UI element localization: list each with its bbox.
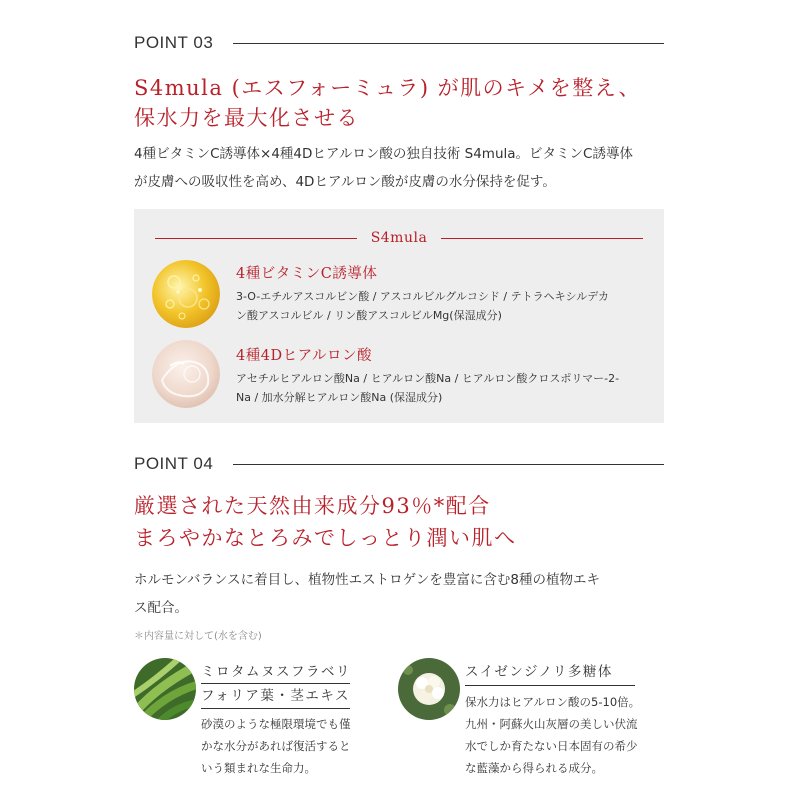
- extract-suizenji-desc-line2: 九州・阿蘇火山灰層の美しい伏流: [465, 717, 638, 731]
- point-04-rule: [233, 464, 664, 465]
- ingredient-vitamin-c: [236, 262, 656, 325]
- ingredient-hyaluronic-desc-line2: Na / 加水分解ヒアルロン酸Na (保湿成分): [236, 391, 443, 404]
- ingredient-vitamin-c-desc-line1: 3-O-エチルアスコルビン酸 / アスコルビルグルコシド / テトラヘキシルデカ: [236, 290, 610, 303]
- point-04-body-line1: ホルモンバランスに着目し、植物性エストロゲンを豊富に含む8種の植物エキ: [134, 572, 600, 588]
- extract-suizenji-desc-line1: 保水力はヒアルロン酸の5-10倍。: [465, 695, 641, 709]
- ingredient-hyaluronic-name: 4種4Dヒアルロン酸: [236, 348, 372, 364]
- flower-cluster-icon: [398, 658, 460, 720]
- ingredient-vitamin-c-desc: [236, 287, 656, 325]
- extract-suizenji-rule: [465, 685, 635, 686]
- point-04-body-line2: ス配合。: [134, 600, 188, 616]
- point-03-body-line2: が皮膚への吸収性を高め、4Dヒアルロン酸が皮膚の水分保持を促す。: [134, 174, 556, 190]
- extract-myrothamnus-desc-line3: いう類まれな生命力。: [201, 761, 316, 775]
- point-03-label: POINT 03: [134, 33, 214, 52]
- vitamin-c-drops-image: [152, 260, 220, 328]
- extract-suizenji: [465, 660, 635, 686]
- panel-title-rule-right: [441, 238, 643, 239]
- suizenji-nori-image: [398, 658, 460, 720]
- extract-suizenji-name: スイゼンジノリ多糖体: [465, 664, 613, 680]
- hyaluronic-gel-icon: [152, 340, 220, 408]
- s4mula-panel-title: [155, 230, 643, 246]
- extract-suizenji-desc-line4: な藍藻から得られる成分。: [465, 761, 603, 775]
- vitamin-c-drops-icon: [152, 260, 220, 328]
- extract-suizenji-desc-line3: 水でしか育たない日本固有の希少: [465, 739, 638, 753]
- ingredient-hyaluronic: [236, 344, 656, 407]
- point-04-body: [134, 566, 679, 622]
- point-03-headline: [134, 73, 641, 133]
- point-04-headline-line2: まろやかなとろみでしっとり潤い肌へ: [134, 526, 517, 550]
- extract-myrothamnus-desc-line1: 砂漠のような極限環境でも僅: [201, 717, 351, 731]
- ingredient-vitamin-c-name: 4種ビタミンC誘導体: [236, 266, 378, 282]
- point-03-body-line1: 4種ビタミンC誘導体×4種4Dヒアルロン酸の独自技術 S4mula。ビタミンC誘導体: [134, 146, 633, 162]
- extract-suizenji-desc: [465, 691, 640, 779]
- ingredient-vitamin-c-desc-line2: ン酸アスコルビル / リン酸アスコルビルMg(保湿成分): [236, 309, 502, 322]
- content-note: ＊内容量に対して(水を含む): [134, 631, 262, 642]
- hyaluronic-gel-image: [152, 340, 220, 408]
- point-04-headline-line1: 厳選された天然由来成分93％*配合: [134, 494, 491, 518]
- point-04-headline: [134, 490, 517, 554]
- extract-myrothamnus-name-line1: ミロタムヌスフラベリ: [201, 664, 351, 680]
- point-04-label: POINT 04: [134, 454, 214, 473]
- extract-myrothamnus: [201, 660, 351, 709]
- point-03-header: [134, 33, 664, 53]
- point-03-rule: [233, 43, 664, 44]
- panel-title-rule-left: [155, 238, 357, 239]
- point-03-body: [134, 140, 674, 196]
- extract-myrothamnus-desc: [201, 713, 351, 779]
- extract-myrothamnus-desc-line2: かな水分があれば復活すると: [201, 739, 351, 753]
- point-03-headline-line2: 保水力を最大化させる: [134, 106, 359, 130]
- ingredient-hyaluronic-desc: [236, 369, 656, 407]
- extract-myrothamnus-name-line2: フォリア葉・茎エキス: [201, 683, 350, 709]
- myrothamnus-plant-image: [134, 658, 196, 720]
- point-04-header: [134, 454, 664, 474]
- point-03-headline-line1: S4mula (エスフォーミュラ) が肌のキメを整え、: [134, 76, 642, 100]
- ingredient-hyaluronic-desc-line1: アセチルヒアルロン酸Na / ヒアルロン酸Na / ヒアルロン酸クロスポリマー-2-: [236, 372, 620, 385]
- panel-title-text: S4mula: [370, 230, 428, 246]
- plant-leaf-icon: [134, 658, 196, 720]
